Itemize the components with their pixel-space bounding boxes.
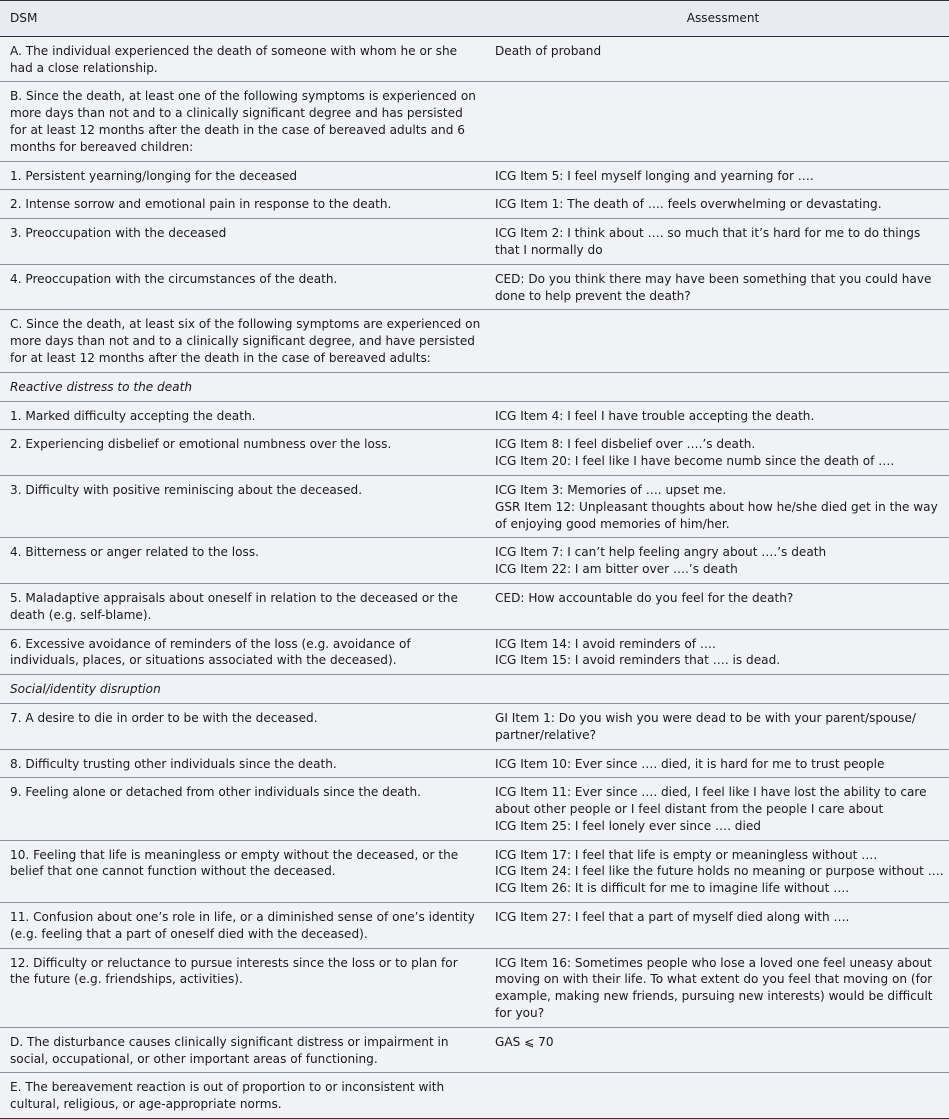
table-row <box>0 629 949 675</box>
dsm-criterion-cell: 8. Difficulty trusting other individuals since the death. <box>10 756 337 771</box>
dsm-criterion-cell: A. The individual experienced the death of someone with whom he or she had a close relationship. <box>10 43 458 75</box>
dsm-criterion-cell: 6. Excessive avoidance of reminders of the loss (e.g. avoidance of individuals, places, or situations associated with the deceased). <box>10 636 411 668</box>
table-row <box>0 372 949 401</box>
dsm-criterion-cell: C. Since the death, at least six of the following symptoms are experienced on more days than not and to a clinically significant degree, and have persisted for at least 12 months after the death in the case of bereaved adults: <box>10 317 481 365</box>
assessment-item: ICG Item 11: Ever since …. died, I feel like I have lost the ability to care about other people or I feel distant from the people I care about <box>495 785 927 817</box>
assessment-item: CED: Do you think there may have been something that you could have done to help prevent the death? <box>495 271 932 303</box>
assessment-cell <box>487 219 949 265</box>
table-row <box>0 903 949 949</box>
assessment-cell <box>487 264 949 310</box>
table-row <box>0 310 949 372</box>
assessment-item: ICG Item 17: I feel that life is empty or meaningless without …. <box>495 847 878 862</box>
assessment-cell <box>487 190 949 219</box>
dsm-criterion-cell: Reactive distress to the death <box>10 379 192 394</box>
dsm-criterion-cell: 7. A desire to die in order to be with the deceased. <box>10 710 318 725</box>
assessment-item: ICG Item 1: The death of …. feels overwhelming or devastating. <box>495 197 882 212</box>
table-row <box>0 264 949 310</box>
assessment-item: GSR Item 12: Unpleasant thoughts about how he/she died get in the way of enjoying good memories of him/her. <box>495 499 938 531</box>
dsm-criterion-cell: 10. Feeling that life is meaningless or empty without the deceased, or the belief that one cannot function without the deceased. <box>10 847 459 879</box>
table-row <box>0 430 949 476</box>
dsm-criterion-cell: 3. Preoccupation with the deceased <box>10 226 227 241</box>
assessment-item: ICG Item 4: I feel I have trouble accepting the death. <box>495 408 815 423</box>
header-assessment: Assessment <box>487 1 949 37</box>
dsm-criterion-cell: 4. Bitterness or anger related to the loss. <box>10 545 260 560</box>
assessment-cell <box>487 840 949 902</box>
assessment-cell <box>487 629 949 675</box>
assessment-item: ICG Item 10: Ever since …. died, it is hard for me to trust people <box>495 756 885 771</box>
dsm-criterion-cell: Social/identity disruption <box>10 682 161 697</box>
dsm-criterion-cell: 9. Feeling alone or detached from other individuals since the death. <box>10 785 421 800</box>
assessment-cell <box>487 583 949 629</box>
assessment-cell <box>487 1027 949 1073</box>
assessment-cell <box>487 82 949 161</box>
dsm-criterion-cell: 11. Confusion about one’s role in life, or a diminished sense of one’s identity (e.g. feeling that a part of oneself died with the deceased). <box>10 910 475 941</box>
dsm-criterion-cell: 2. Experiencing disbelief or emotional numbness over the loss. <box>10 437 392 452</box>
table-row <box>0 219 949 265</box>
table-row <box>0 401 949 430</box>
assessment-item: ICG Item 27: I feel that a part of myself died along with …. <box>495 910 850 925</box>
dsm-criterion-cell: 2. Intense sorrow and emotional pain in response to the death. <box>10 197 392 212</box>
table-row <box>0 703 949 749</box>
assessment-cell <box>487 703 949 749</box>
header-dsm: DSM <box>0 1 487 37</box>
table-row <box>0 1027 949 1073</box>
table-row <box>0 948 949 1027</box>
dsm-criterion-cell: 12. Difficulty or reluctance to pursue interests since the loss or to plan for the future (e.g. friendships, activities). <box>10 955 458 987</box>
assessment-item: Death of proband <box>495 43 602 58</box>
dsm-criterion-cell: B. Since the death, at least one of the following symptoms is experienced on more days than not and to a clinically significant degree and has persisted for at least 12 months after the death in the case of bereaved adults and 6 months for bereaved children: <box>10 89 476 154</box>
assessment-cell <box>487 430 949 476</box>
table-row <box>0 82 949 161</box>
assessment-item: ICG Item 15: I avoid reminders that …. is dead. <box>495 653 781 668</box>
assessment-item: ICG Item 24: I feel like the future holds no meaning or purpose without …. <box>495 864 944 879</box>
assessment-item: ICG Item 26: It is difficult for me to imagine life without …. <box>495 881 850 896</box>
assessment-cell <box>487 401 949 430</box>
assessment-cell <box>487 903 949 949</box>
assessment-item: GAS ⩽ 70 <box>495 1034 554 1049</box>
assessment-item: GI Item 1: Do you wish you were dead to be with your parent/spouse/ partner/relative? <box>495 710 916 742</box>
table-row <box>0 36 949 82</box>
table-row <box>0 475 949 537</box>
table-row <box>0 583 949 629</box>
assessment-cell <box>487 538 949 584</box>
dsm-criterion-cell: 4. Preoccupation with the circumstances of the death. <box>10 271 338 286</box>
assessment-item: ICG Item 7: I can’t help feeling angry about ….’s death <box>495 545 827 560</box>
assessment-cell <box>487 372 949 401</box>
assessment-item: ICG Item 5: I feel myself longing and yearning for …. <box>495 168 814 183</box>
assessment-cell <box>487 778 949 840</box>
table-body <box>0 36 949 1118</box>
assessment-item: ICG Item 16: Sometimes people who lose a loved one feel uneasy about moving on with their life. To what extent do you feel that moving on (for example, making new friends, pursuing new interests) would be difficult for you? <box>495 955 933 1021</box>
assessment-cell <box>487 161 949 190</box>
dsm-criterion-cell: E. The bereavement reaction is out of proportion to or inconsistent with cultural, religious, or age-appropriate norms. <box>10 1080 445 1112</box>
assessment-cell <box>487 675 949 704</box>
assessment-item: ICG Item 25: I feel lonely ever since …. died <box>495 818 761 833</box>
assessment-cell <box>487 749 949 778</box>
table-row <box>0 161 949 190</box>
assessment-cell <box>487 948 949 1027</box>
table-row <box>0 778 949 840</box>
dsm-criterion-cell: 3. Difficulty with positive reminiscing about the deceased. <box>10 482 363 497</box>
assessment-cell <box>487 36 949 82</box>
table-row <box>0 538 949 584</box>
assessment-item: ICG Item 20: I feel like I have become numb since the death of …. <box>495 454 895 469</box>
table-row <box>0 190 949 219</box>
assessment-item: ICG Item 8: I feel disbelief over ….’s death. <box>495 437 756 452</box>
dsm-criterion-cell: 5. Maladaptive appraisals about oneself in relation to the deceased or the death (e.g. self-blame). <box>10 590 458 622</box>
table-header-row <box>0 1 949 37</box>
assessment-cell <box>487 1073 949 1119</box>
table-row <box>0 675 949 704</box>
assessment-cell <box>487 310 949 372</box>
dsm-criterion-cell: 1. Marked difficulty accepting the death. <box>10 408 256 423</box>
table-row <box>0 1073 949 1119</box>
assessment-item: ICG Item 3: Memories of …. upset me. <box>495 482 727 497</box>
table-row <box>0 840 949 902</box>
dsm-criterion-cell: 1. Persistent yearning/longing for the deceased <box>10 168 298 183</box>
assessment-item: ICG Item 2: I think about …. so much that it’s hard for me to do things that I normally do <box>495 226 921 257</box>
dsm-criterion-cell: D. The disturbance causes clinically significant distress or impairment in social, occupational, or other important areas of functioning. <box>10 1034 449 1066</box>
assessment-item: ICG Item 22: I am bitter over ….’s death <box>495 562 738 577</box>
assessment-item: ICG Item 14: I avoid reminders of …. <box>495 636 716 651</box>
assessment-item: CED: How accountable do you feel for the death? <box>495 590 794 605</box>
assessment-cell <box>487 475 949 537</box>
table-row <box>0 749 949 778</box>
